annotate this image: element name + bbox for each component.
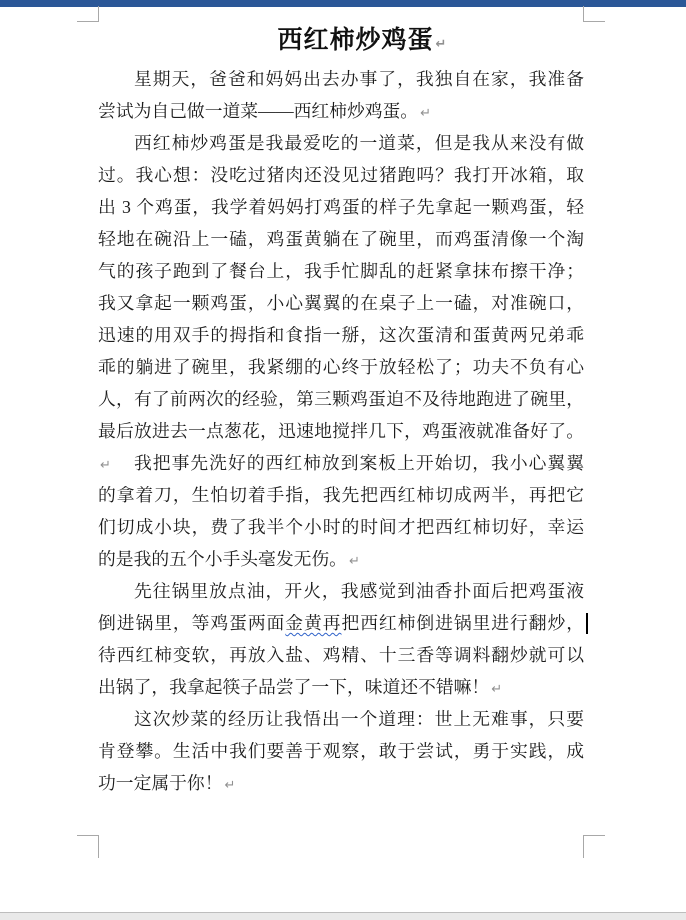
text-line[interactable] <box>98 223 584 255</box>
text-line[interactable] <box>98 319 584 351</box>
document-text-body[interactable] <box>98 63 584 799</box>
text-run: 倒进锅里，等鸡蛋两面 <box>98 613 286 633</box>
text-run: 最后放进去一点葱花，迅速地搅拌几下，鸡蛋液就准备好了。 <box>98 421 584 441</box>
text-run: 肯登攀。生活中我们要善于观察，敢于尝试，勇于实践，成 <box>98 741 584 761</box>
paragraph-mark-icon: ↵ <box>348 554 360 569</box>
text-run: 把西红柿倒进锅里进行翻炒， <box>341 613 584 633</box>
document-title-text: 西红柿炒鸡蛋 <box>277 27 434 54</box>
text-run: 出 3 个鸡蛋，我学着妈妈打鸡蛋的样子先拿起一颗鸡蛋，轻 <box>98 197 584 217</box>
paragraph-mark-icon: ↵ <box>420 106 431 121</box>
text-run: 气的孩子跑到了餐台上，我手忙脚乱的赶紧拿抹布擦干净； <box>98 261 584 281</box>
text-run: 出锅了，我拿起筷子品尝了一下，味道还不错嘛！ <box>98 677 490 697</box>
paragraph-mark-icon: ↵ <box>435 37 447 52</box>
text-line[interactable] <box>98 735 584 767</box>
margin-crop-mark-bottom-right <box>583 835 605 858</box>
text-line[interactable] <box>98 383 584 415</box>
text-line[interactable] <box>98 511 584 543</box>
text-run: 迅速的用双手的拇指和食指一掰，这次蛋清和蛋黄两兄弟乖 <box>98 325 584 345</box>
text-line[interactable] <box>98 575 584 607</box>
page-bottom-edge <box>0 912 686 920</box>
margin-crop-mark-bottom-left <box>77 835 99 858</box>
text-line[interactable] <box>98 447 584 479</box>
paragraph-mark-icon: ↵ <box>491 682 503 697</box>
text-line[interactable] <box>98 351 584 383</box>
text-run: 过。我心想：没吃过猪肉还没见过猪跑吗？我打开冰箱，取 <box>98 165 584 185</box>
text-run: 这次炒菜的经历让我悟出一个道理：世上无难事，只要 <box>134 709 584 729</box>
text-line[interactable] <box>98 671 584 703</box>
text-run: 我把事先洗好的西红柿放到案板上开始切，我小心翼翼 <box>134 453 584 473</box>
text-line[interactable] <box>98 543 584 575</box>
text-run: 我又拿起一颗鸡蛋，小心翼翼的在桌子上一磕，对准碗口， <box>98 293 584 313</box>
text-line[interactable] <box>98 63 584 95</box>
text-run: 功一定属于你！ <box>98 773 223 793</box>
text-run: 先往锅里放点油，开火，我感觉到油香扑面后把鸡蛋液 <box>134 581 584 601</box>
margin-crop-mark-top-left <box>77 6 99 22</box>
text-line[interactable] <box>98 639 584 671</box>
text-line[interactable] <box>98 127 584 159</box>
text-run: 星期天，爸爸和妈妈出去办事了，我独自在家，我准备 <box>134 69 584 89</box>
text-run: 的拿着刀，生怕切着手指，我先把西红柿切成两半，再把它 <box>98 485 584 505</box>
text-run: 人，有了前两次的经验，第三颗鸡蛋迫不及待地跑进了碗里， <box>98 389 584 409</box>
text-run: 们切成小块，费了我半个小时的时间才把西红柿切好，幸运 <box>98 517 584 537</box>
paragraph-mark-icon: ↵ <box>100 458 111 473</box>
text-line[interactable] <box>98 607 584 639</box>
text-line[interactable] <box>98 767 584 799</box>
text-run: 尝试为自己做一道菜——西红柿炒鸡蛋。 <box>98 101 419 121</box>
spellcheck-underlined-text: 金黄再 <box>285 613 342 633</box>
text-line[interactable] <box>98 95 584 127</box>
text-run: 的是我的五个小手头毫发无伤。 <box>98 549 347 569</box>
text-run: 乖的躺进了碗里，我紧绷的心终于放轻松了；功夫不负有心 <box>98 357 584 377</box>
paragraph-mark-icon: ↵ <box>224 778 236 793</box>
text-line[interactable] <box>98 255 584 287</box>
text-run: 轻地在碗沿上一磕，鸡蛋黄躺在了碗里，而鸡蛋清像一个淘 <box>98 229 584 249</box>
text-line[interactable] <box>98 159 584 191</box>
text-line[interactable] <box>98 191 584 223</box>
text-line[interactable] <box>98 287 584 319</box>
margin-crop-mark-top-right <box>583 6 605 22</box>
document-title[interactable] <box>98 22 584 60</box>
text-run: 西红柿炒鸡蛋是我最爱吃的一道菜，但是我从来没有做 <box>134 133 584 153</box>
text-run: 待西红柿变软，再放入盐、鸡精、十三香等调料翻炒就可以 <box>98 645 584 665</box>
text-cursor <box>586 613 588 634</box>
text-line[interactable] <box>98 479 584 511</box>
text-line[interactable] <box>98 703 584 735</box>
